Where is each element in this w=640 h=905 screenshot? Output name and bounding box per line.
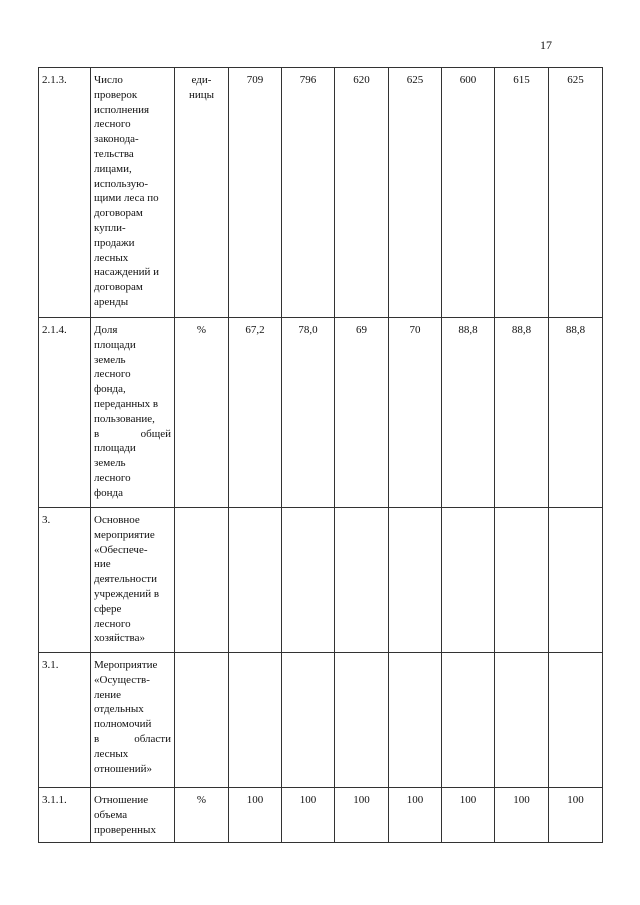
value-cell: 709: [229, 68, 282, 318]
value-cell: 100: [442, 788, 495, 843]
table-row: [39, 318, 603, 508]
value-cell: [442, 508, 495, 653]
row-code: 3.: [39, 508, 91, 653]
row-name-line: полномочий: [94, 718, 152, 731]
row-unit: [175, 788, 229, 843]
row-name-line-justified: [94, 732, 171, 747]
table-body: [39, 68, 603, 843]
row-unit-line: %: [196, 324, 207, 336]
row-name-line: пользование,: [94, 412, 155, 425]
value-cell: 625: [389, 68, 442, 318]
row-name-line: проверенных: [94, 823, 156, 836]
row-name-line: лесного: [94, 471, 131, 484]
value-cell: [442, 653, 495, 788]
row-name-line: ление: [94, 688, 122, 701]
value-cell: 67,2: [229, 318, 282, 508]
value-cell: 100: [335, 788, 389, 843]
value-cell: [549, 653, 603, 788]
row-name-line: объема: [94, 808, 128, 821]
row-name-line: продажи: [94, 236, 135, 249]
row-name: [91, 508, 175, 653]
row-name-word: общей: [140, 427, 171, 440]
row-unit: [175, 318, 229, 508]
row-name-line: исполнения: [94, 103, 150, 116]
value-cell: 625: [549, 68, 603, 318]
row-name-word: в: [94, 732, 100, 745]
row-name-line: «Обеспече-: [94, 543, 148, 556]
row-name-line: хозяйства»: [94, 632, 145, 645]
row-name-line: тельства: [94, 147, 134, 160]
row-name-line: лесного: [94, 617, 131, 630]
row-name-line: земель: [94, 457, 126, 470]
row-code: 3.1.1.: [39, 788, 91, 843]
value-cell: 100: [549, 788, 603, 843]
indicators-table: [38, 67, 603, 843]
row-name: [91, 788, 175, 843]
value-cell: [229, 508, 282, 653]
row-name-line: лицами,: [94, 162, 132, 175]
row-name-line: фонда,: [94, 383, 126, 396]
row-name-line: ние: [94, 558, 111, 571]
value-cell: 796: [282, 68, 335, 318]
row-name-line: договорам: [94, 207, 143, 220]
row-name-line: Мероприятие: [94, 659, 158, 671]
row-name-line: лесного: [94, 118, 131, 131]
value-cell: 88,8: [549, 318, 603, 508]
row-name-line: договорам: [94, 281, 143, 294]
value-cell: [495, 508, 549, 653]
value-cell: 100: [389, 788, 442, 843]
table-row: [39, 508, 603, 653]
row-name-line: мероприятие: [94, 528, 155, 541]
value-cell: [495, 653, 549, 788]
row-name-line: площади: [94, 442, 136, 455]
row-name-line: земель: [94, 353, 126, 366]
row-name-line: Отношение: [94, 794, 149, 806]
value-cell: 100: [495, 788, 549, 843]
page-number: 17: [540, 38, 552, 52]
row-code: 2.1.3.: [39, 68, 91, 318]
value-cell: [229, 653, 282, 788]
row-name-line: отдельных: [94, 703, 144, 716]
value-cell: [549, 508, 603, 653]
value-cell: 69: [335, 318, 389, 508]
row-name-word: области: [134, 732, 171, 745]
value-cell: 615: [495, 68, 549, 318]
row-name: [91, 68, 175, 318]
value-cell: [282, 508, 335, 653]
row-name: [91, 653, 175, 788]
row-unit: [175, 653, 229, 788]
row-unit-line: еди-: [191, 74, 212, 86]
value-cell: 620: [335, 68, 389, 318]
row-name-line-justified: [94, 427, 171, 442]
row-name: [91, 318, 175, 508]
row-name-line: сфере: [94, 602, 122, 615]
row-name-line: лесного: [94, 368, 131, 381]
row-unit-line: ницы: [188, 88, 215, 101]
row-name-line: площади: [94, 338, 136, 351]
row-name-line: аренды: [94, 295, 129, 308]
row-name-line: использую-: [94, 177, 149, 190]
row-name-line: учреждений в: [94, 587, 160, 600]
table-row: [39, 788, 603, 843]
table-row: [39, 653, 603, 788]
row-name-line: лесных: [94, 251, 129, 264]
row-name-line: щими леса по: [94, 192, 159, 205]
row-name-line: фонда: [94, 486, 123, 499]
value-cell: 600: [442, 68, 495, 318]
value-cell: 88,8: [495, 318, 549, 508]
row-name-line: Доля: [94, 324, 118, 336]
row-name-word: в: [94, 427, 100, 440]
value-cell: [389, 508, 442, 653]
value-cell: 78,0: [282, 318, 335, 508]
value-cell: 100: [229, 788, 282, 843]
row-unit-line: %: [196, 794, 207, 806]
row-name-line: переданных в: [94, 397, 159, 410]
value-cell: [282, 653, 335, 788]
row-name-line: Основное: [94, 514, 140, 526]
row-code: 3.1.: [39, 653, 91, 788]
value-cell: [389, 653, 442, 788]
row-name-line: законода-: [94, 133, 139, 146]
row-code: 2.1.4.: [39, 318, 91, 508]
row-name-line: отношений»: [94, 762, 153, 775]
row-name-line: «Осуществ-: [94, 673, 150, 686]
value-cell: 100: [282, 788, 335, 843]
value-cell: [335, 508, 389, 653]
value-cell: 70: [389, 318, 442, 508]
table-row: [39, 68, 603, 318]
value-cell: 88,8: [442, 318, 495, 508]
row-name-line: деятельности: [94, 573, 157, 586]
row-unit: [175, 508, 229, 653]
row-name-line: купли-: [94, 221, 126, 234]
row-name-line: проверок: [94, 88, 138, 101]
row-name-line: Число: [94, 74, 123, 86]
value-cell: [335, 653, 389, 788]
row-unit: [175, 68, 229, 318]
row-name-line: лесных: [94, 747, 129, 760]
row-name-line: насаждений и: [94, 266, 160, 279]
